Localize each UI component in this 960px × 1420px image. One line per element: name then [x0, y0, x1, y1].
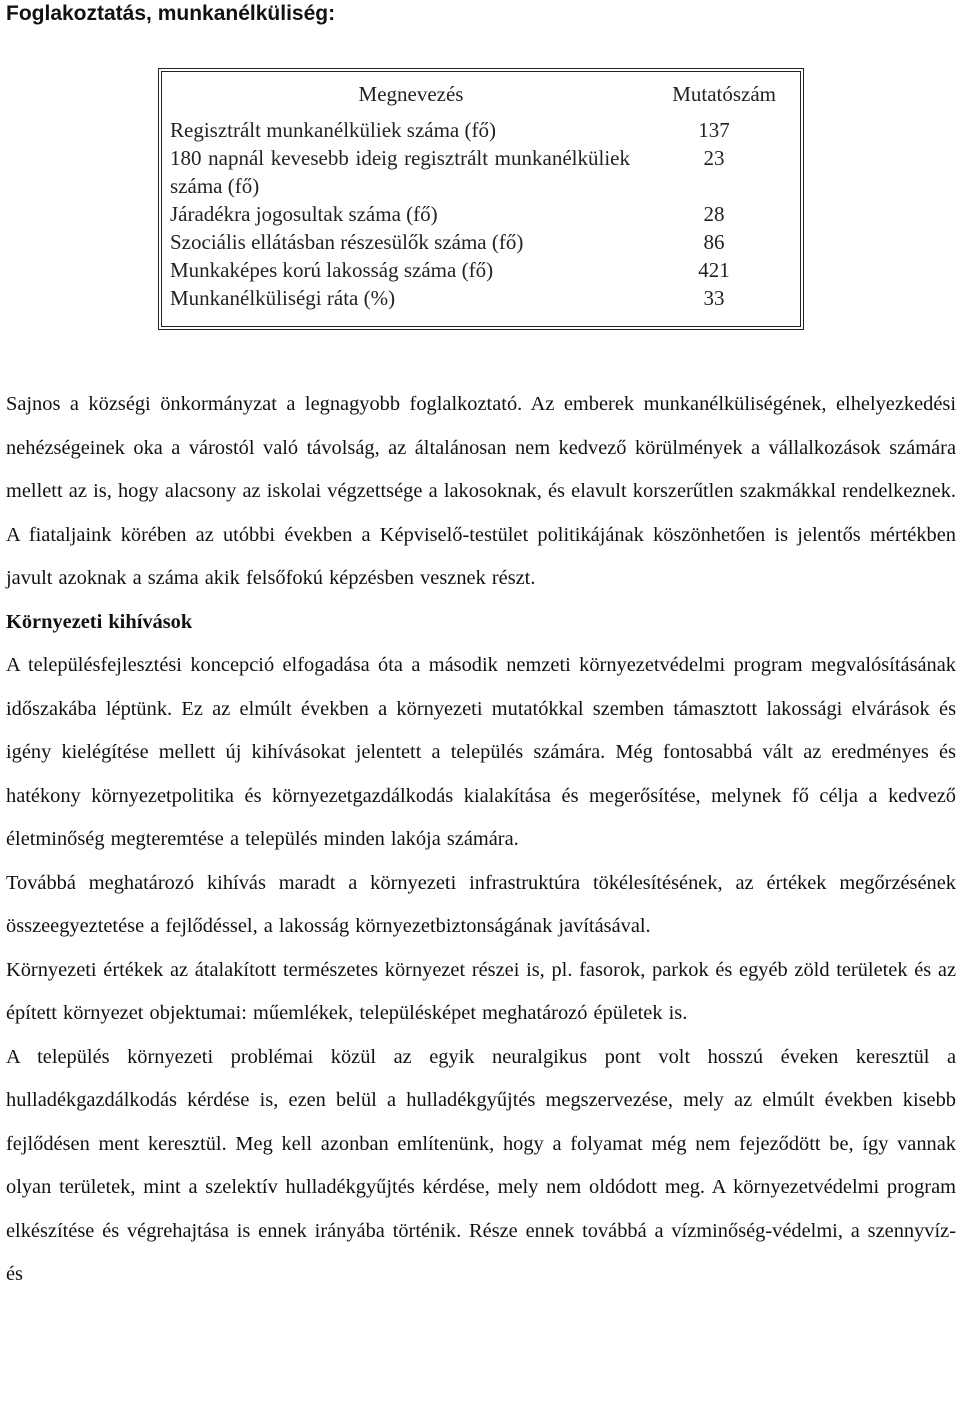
row-value: 421: [698, 258, 730, 282]
row-label: 180 napnál kevesebb ideig regisztrált munkanélküliek száma (fő): [170, 146, 630, 198]
paragraph-employment: Sajnos a községi önkormányzat a legnagyobb foglalkoztató. Az emberek munkanélküliségének, elhelyezkedési nehézségeinek oka a várostól való távolság, az általánosan nem kedvező körülmények a vállalkozások számára mellett az is, hogy alacsony az iskolai végzettsége a lakosoknak, és elavult korszerűtlen szakmákkal rendelkeznek. A fiataljaink körében az utóbbi években a Képviselő-testület politikájának köszönhetően is jelentős mértékben javult azoknak a száma akik felsőfokú képzésben vesznek részt.: [6, 393, 956, 589]
row-label: Munkanélküliségi ráta (%): [170, 286, 396, 310]
row-label: Járadékra jogosultak száma (fő): [170, 202, 438, 226]
table-row: [162, 200, 800, 228]
subheading-environment: Környezeti kihívások: [6, 610, 193, 633]
row-value: 86: [703, 230, 725, 254]
paragraph-waste: A település környezeti problémai közül az egyik neuralgikus pont volt hosszú éveken keresztül a hulladékgazdálkodás kérdése is, ezen belül a hulladékgyűjtés megszervezése, mely az elmúlt években kisebb fejlődésen ment keresztül. Meg kell azonban említenünk, hogy a folyamat még nem fejeződött be, így vannak olyan területek, mint a szelektív hulladékgyűjtés kérdése, mely nem oldódott meg. A környezetvédelmi program elkészítése és végrehajtása is ennek irányába történik. Része ennek továbbá a vízminőség-védelmi, a szennyvíz- és: [6, 1045, 956, 1285]
paragraph-challenge: Továbbá meghatározó kihívás maradt a környezeti infrastruktúra tökélesítésének, az értékek megőrzésének összeegyeztetése a fejlődéssel, a lakosság környezetbiztonságának javításával.: [6, 871, 956, 937]
employment-indicator-table: [158, 68, 804, 330]
table-row: [162, 116, 800, 144]
column-header-name: Megnevezés: [358, 82, 464, 106]
section-heading: Foglakoztatás, munkanélküliség:: [6, 2, 336, 25]
column-header-value: Mutatószám: [672, 82, 776, 106]
table-row: [162, 256, 800, 284]
table-row: [162, 284, 800, 312]
row-value: 137: [698, 118, 730, 142]
row-label: Regisztrált munkanélküliek száma (fő): [170, 118, 496, 142]
body-text: [6, 383, 956, 1297]
table-header-row: [162, 72, 800, 116]
row-value: 23: [703, 146, 725, 170]
table-row: [162, 228, 800, 256]
row-label: Munkaképes korú lakosság száma (fő): [170, 258, 494, 282]
table-row: [162, 144, 800, 200]
paragraph-values: Környezeti értékek az átalakított természetes környezet részei is, pl. fasorok, parkok és egyéb zöld területek és az épített környezet objektumai: műemlékek, településképet meghatározó épületek is.: [6, 958, 956, 1024]
row-value: 28: [703, 202, 725, 226]
row-label: Szociális ellátásban részesülők száma (fő): [170, 230, 524, 254]
row-value: 33: [703, 286, 725, 310]
paragraph-development: A településfejlesztési koncepció elfogadása óta a második nemzeti környezetvédelmi program megvalósításának időszakába léptünk. Ez az elmúlt években a környezeti mutatókkal szemben támasztott lakossági elvárások és igény kielégítése mellett új kihívásokat jelentett a település számára. Még fontosabbá vált az eredményes és hatékony környezetpolitika és környezetgazdálkodás kialakítása és megerősítése, melynek fő célja a kedvező életminőség megteremtése a település minden lakója számára.: [6, 654, 956, 850]
